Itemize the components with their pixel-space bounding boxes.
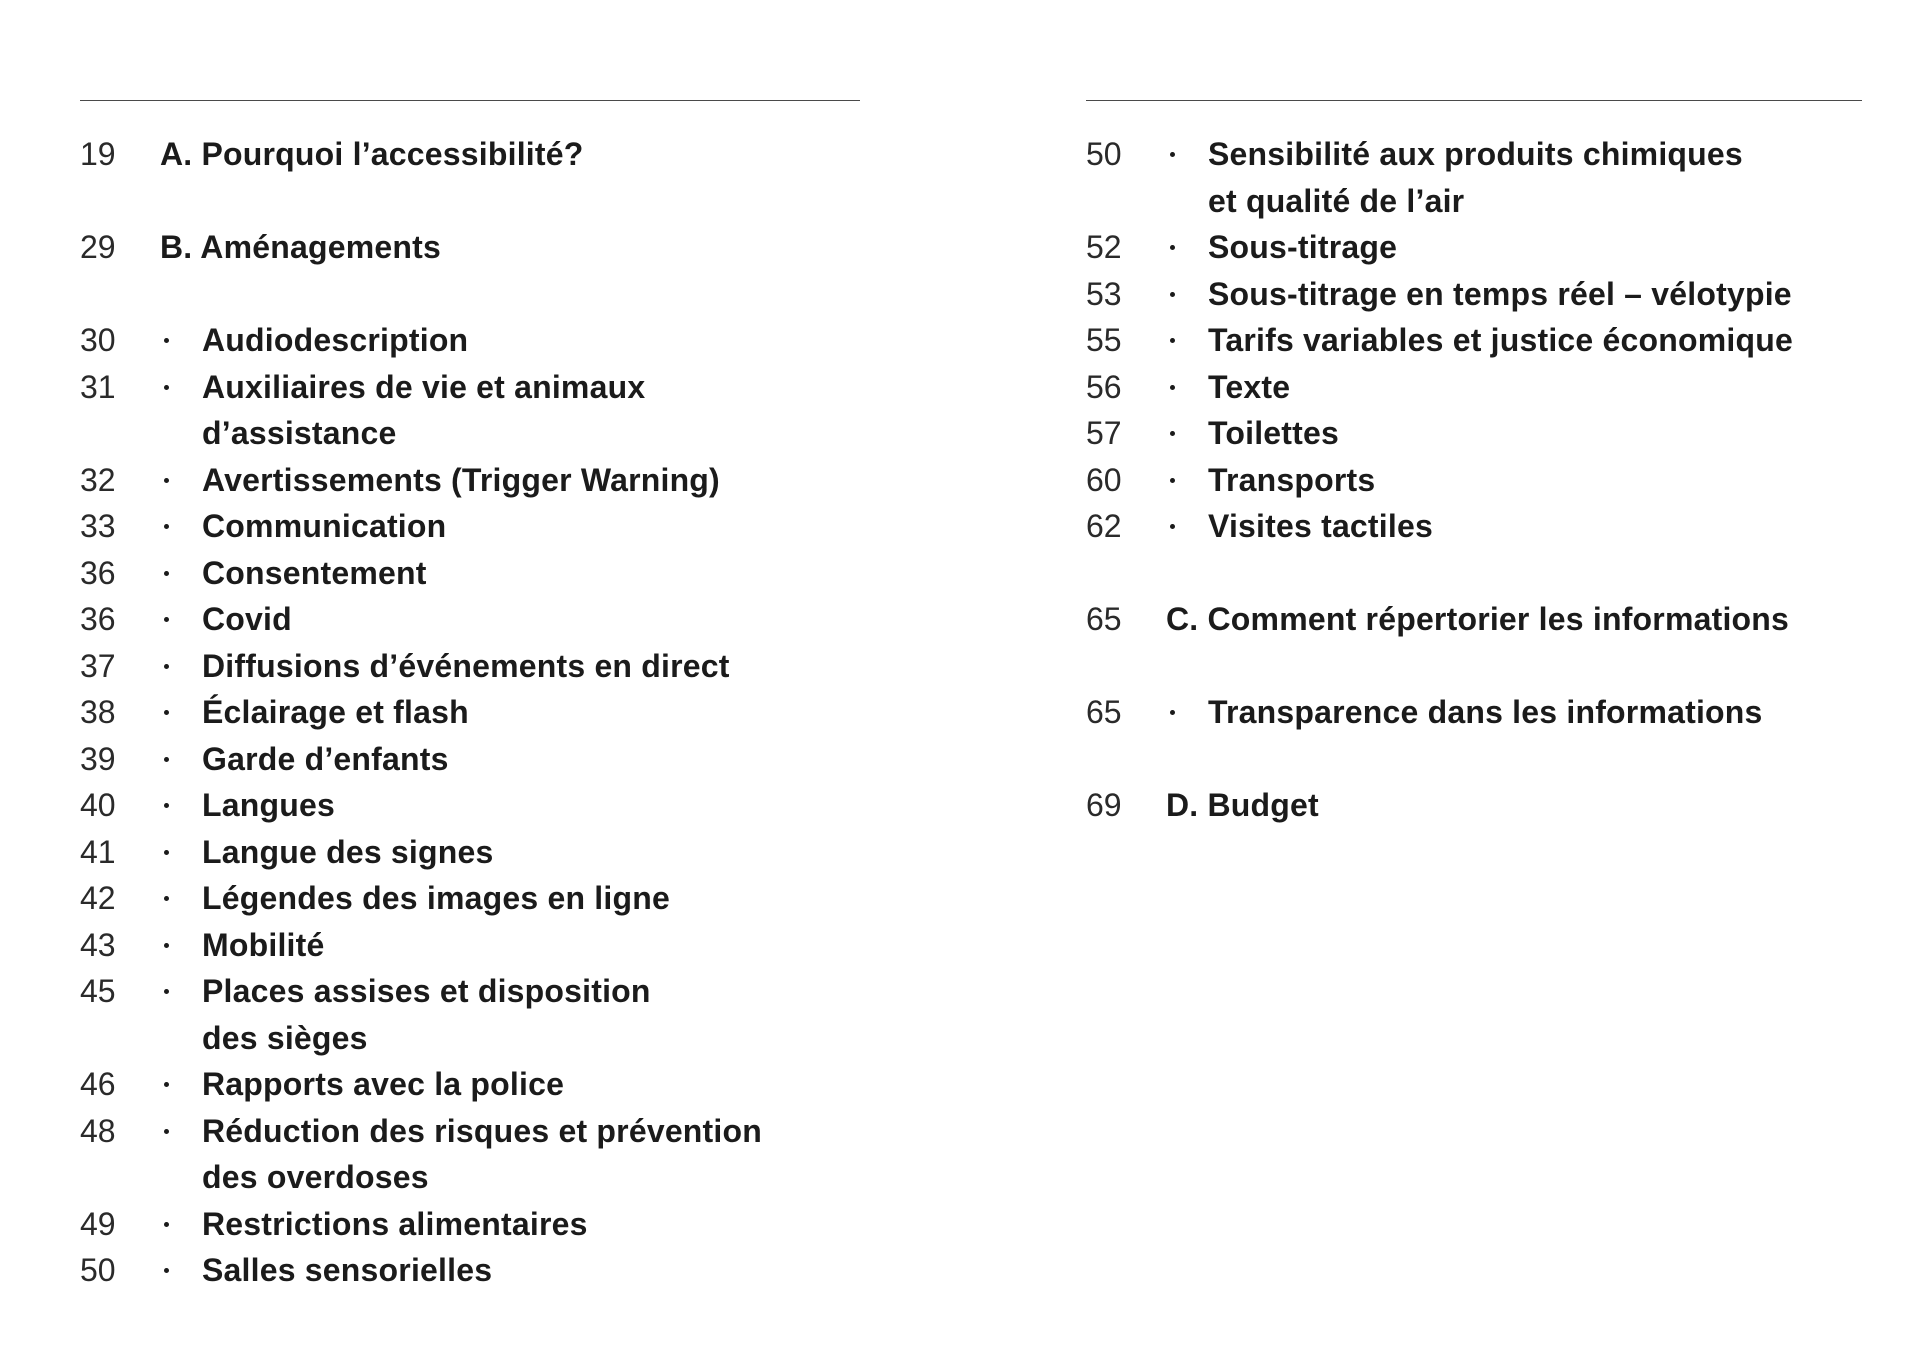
page-number: 50 xyxy=(1086,136,1122,172)
toc-entry[interactable] xyxy=(80,364,860,457)
entry-title xyxy=(202,457,860,504)
entry-title xyxy=(1208,457,1862,504)
page-number: 42 xyxy=(80,880,116,916)
entry-title-line: Mobilité xyxy=(202,926,325,963)
page-number: 53 xyxy=(1086,275,1122,312)
page-number: 50 xyxy=(80,1252,116,1288)
entry-title-line: Diffusions d’événements en direct xyxy=(202,647,730,684)
entry-title-line: C. Comment répertorier les informations xyxy=(1166,601,1790,637)
page-number: 38 xyxy=(80,694,116,730)
page-number: 29 xyxy=(80,229,116,265)
entry-title xyxy=(1208,689,1862,736)
page-number: 40 xyxy=(80,787,116,823)
toc-entry[interactable] xyxy=(1086,689,1862,736)
entry-title-line: Consentement xyxy=(202,554,427,591)
entry-title xyxy=(202,829,860,876)
page-number: 36 xyxy=(80,554,116,591)
entry-title-line: Sous-titrage en temps réel – vélotypie xyxy=(1208,275,1792,312)
bullet-icon xyxy=(160,736,202,783)
toc-section-heading[interactable] xyxy=(1086,596,1862,643)
entry-title-line: Langues xyxy=(202,787,335,823)
bullet-icon xyxy=(160,1108,202,1155)
toc-entry[interactable] xyxy=(80,643,860,690)
page-number: 30 xyxy=(80,322,116,358)
page-number: 55 xyxy=(1086,322,1122,358)
entry-title xyxy=(202,1108,860,1201)
bullet-icon xyxy=(1166,364,1208,411)
entry-title-line: Transports xyxy=(1208,461,1376,498)
toc-entry[interactable] xyxy=(80,1201,860,1248)
entry-title xyxy=(202,736,860,783)
toc-list-right xyxy=(1086,131,1862,829)
page-number: 33 xyxy=(80,508,116,544)
entry-title-line: Rapports avec la police xyxy=(202,1066,565,1102)
entry-title-line: Auxiliaires de vie et animaux xyxy=(202,368,646,405)
entry-title xyxy=(1166,596,1862,643)
entry-title-line: Audiodescription xyxy=(202,322,469,358)
entry-title-line: Réduction des risques et prévention xyxy=(202,1112,762,1149)
entry-title-line: Toilettes xyxy=(1208,415,1340,451)
entry-title xyxy=(1208,317,1862,364)
toc-section-heading[interactable] xyxy=(80,224,860,271)
page-number: 41 xyxy=(80,833,116,870)
page-number: 65 xyxy=(1086,601,1122,637)
entry-title-line: Salles sensorielles xyxy=(202,1252,493,1288)
bullet-icon xyxy=(160,1247,202,1294)
bullet-icon xyxy=(160,875,202,922)
toc-entry[interactable] xyxy=(80,1061,860,1108)
toc-entry[interactable] xyxy=(80,596,860,643)
entry-title xyxy=(202,1201,860,1248)
entry-title xyxy=(1166,782,1862,829)
page-number: 46 xyxy=(80,1066,116,1102)
toc-entry[interactable] xyxy=(1086,364,1862,411)
column-rule-right xyxy=(1086,100,1862,101)
entry-title xyxy=(1208,224,1862,271)
entry-title xyxy=(1208,503,1862,550)
page-number: 32 xyxy=(80,461,116,498)
page-number: 48 xyxy=(80,1112,116,1149)
bullet-icon xyxy=(160,968,202,1015)
page-number: 52 xyxy=(1086,229,1122,265)
entry-title xyxy=(1208,271,1862,318)
page-number: 69 xyxy=(1086,787,1122,823)
bullet-icon xyxy=(160,1201,202,1248)
entry-title-line: Sous-titrage xyxy=(1208,229,1398,265)
entry-title xyxy=(202,689,860,736)
entry-title-line: Texte xyxy=(1208,368,1291,405)
toc-entry[interactable] xyxy=(80,782,860,829)
toc-entry[interactable] xyxy=(80,922,860,969)
entry-title-line: Légendes des images en ligne xyxy=(202,880,670,916)
entry-title-line: Transparence dans les informations xyxy=(1208,694,1763,730)
bullet-icon xyxy=(160,317,202,364)
entry-title xyxy=(202,364,860,457)
toc-entry[interactable] xyxy=(80,736,860,783)
page-number: 43 xyxy=(80,926,116,963)
toc-entry[interactable] xyxy=(80,1247,860,1294)
bullet-icon xyxy=(1166,689,1208,736)
toc-entry[interactable] xyxy=(80,550,860,597)
bullet-icon xyxy=(1166,224,1208,271)
toc-section-heading[interactable] xyxy=(80,131,860,178)
page-number: 45 xyxy=(80,973,116,1009)
entry-title-line: Tarifs variables et justice économique xyxy=(1208,322,1793,358)
entry-title xyxy=(202,550,860,597)
toc-entry[interactable] xyxy=(80,689,860,736)
entry-title xyxy=(160,224,860,271)
bullet-icon xyxy=(1166,317,1208,364)
entry-title-line: Places assises et disposition xyxy=(202,973,651,1009)
page-number: 56 xyxy=(1086,368,1122,405)
entry-title xyxy=(202,782,860,829)
toc-entry[interactable] xyxy=(1086,224,1862,271)
entry-title xyxy=(1208,410,1862,457)
entry-title-line: et qualité de l’air xyxy=(1208,182,1465,219)
entry-title-line: Visites tactiles xyxy=(1208,508,1433,544)
toc-entry[interactable] xyxy=(1086,131,1862,224)
entry-title xyxy=(202,596,860,643)
bullet-icon xyxy=(160,1061,202,1108)
toc-entry[interactable] xyxy=(1086,457,1862,504)
toc-entry[interactable] xyxy=(80,875,860,922)
entry-title xyxy=(202,875,860,922)
page-number: 31 xyxy=(80,368,116,405)
entry-title-line: Éclairage et flash xyxy=(202,694,469,730)
page-number: 60 xyxy=(1086,461,1122,498)
entry-title xyxy=(202,968,860,1061)
bullet-icon xyxy=(160,364,202,411)
toc-list-left xyxy=(80,131,860,1294)
page-number: 39 xyxy=(80,740,116,777)
entry-title-line: D. Budget xyxy=(1166,787,1319,823)
bullet-icon xyxy=(160,503,202,550)
entry-title xyxy=(202,643,860,690)
entry-title-line: Covid xyxy=(202,601,292,637)
entry-title-line: Langue des signes xyxy=(202,833,494,870)
entry-title xyxy=(1208,364,1862,411)
toc-entry[interactable] xyxy=(1086,271,1862,318)
bullet-icon xyxy=(160,643,202,690)
entry-title-line: A. Pourquoi l’accessibilité? xyxy=(160,136,584,172)
entry-title xyxy=(202,922,860,969)
bullet-icon xyxy=(160,922,202,969)
toc-entry[interactable] xyxy=(80,829,860,876)
entry-title-line: Avertissements (Trigger Warning) xyxy=(202,461,720,498)
entry-title-line: Restrictions alimentaires xyxy=(202,1205,588,1242)
bullet-icon xyxy=(160,457,202,504)
bullet-icon xyxy=(1166,410,1208,457)
toc-entry[interactable] xyxy=(1086,317,1862,364)
bullet-icon xyxy=(1166,131,1208,178)
bullet-icon xyxy=(160,596,202,643)
toc-entry[interactable] xyxy=(80,503,860,550)
page-number: 49 xyxy=(80,1205,116,1242)
bullet-icon xyxy=(160,689,202,736)
bullet-icon xyxy=(1166,503,1208,550)
toc-entry[interactable] xyxy=(80,1108,860,1201)
toc-entry[interactable] xyxy=(80,457,860,504)
bullet-icon xyxy=(160,829,202,876)
page-number: 57 xyxy=(1086,415,1122,451)
toc-column-right xyxy=(1086,100,1862,829)
column-rule-left xyxy=(80,100,860,101)
entry-title xyxy=(1208,131,1862,224)
bullet-icon xyxy=(160,550,202,597)
bullet-icon xyxy=(1166,457,1208,504)
bullet-icon xyxy=(160,782,202,829)
toc-column-left xyxy=(80,100,860,1294)
toc-entry[interactable] xyxy=(80,968,860,1061)
entry-title xyxy=(202,1247,860,1294)
toc-entry[interactable] xyxy=(1086,410,1862,457)
entry-title xyxy=(160,131,860,178)
entry-title-line: B. Aménagements xyxy=(160,229,441,265)
entry-title-line: des overdoses xyxy=(202,1159,429,1195)
entry-title xyxy=(202,503,860,550)
toc-section-heading[interactable] xyxy=(1086,782,1862,829)
page-number: 37 xyxy=(80,647,116,684)
page-number: 19 xyxy=(80,136,116,172)
entry-title-line: Sensibilité aux produits chimiques xyxy=(1208,136,1743,172)
entry-title-line: Communication xyxy=(202,508,447,544)
entry-title xyxy=(202,317,860,364)
page-number: 65 xyxy=(1086,694,1122,730)
toc-entry[interactable] xyxy=(80,317,860,364)
entry-title-line: des sièges xyxy=(202,1019,368,1056)
entry-title-line: Garde d’enfants xyxy=(202,740,449,777)
bullet-icon xyxy=(1166,271,1208,318)
page-number: 62 xyxy=(1086,508,1122,544)
entry-title-line: d’assistance xyxy=(202,415,397,451)
toc-entry[interactable] xyxy=(1086,503,1862,550)
page-number: 36 xyxy=(80,601,116,637)
entry-title xyxy=(202,1061,860,1108)
